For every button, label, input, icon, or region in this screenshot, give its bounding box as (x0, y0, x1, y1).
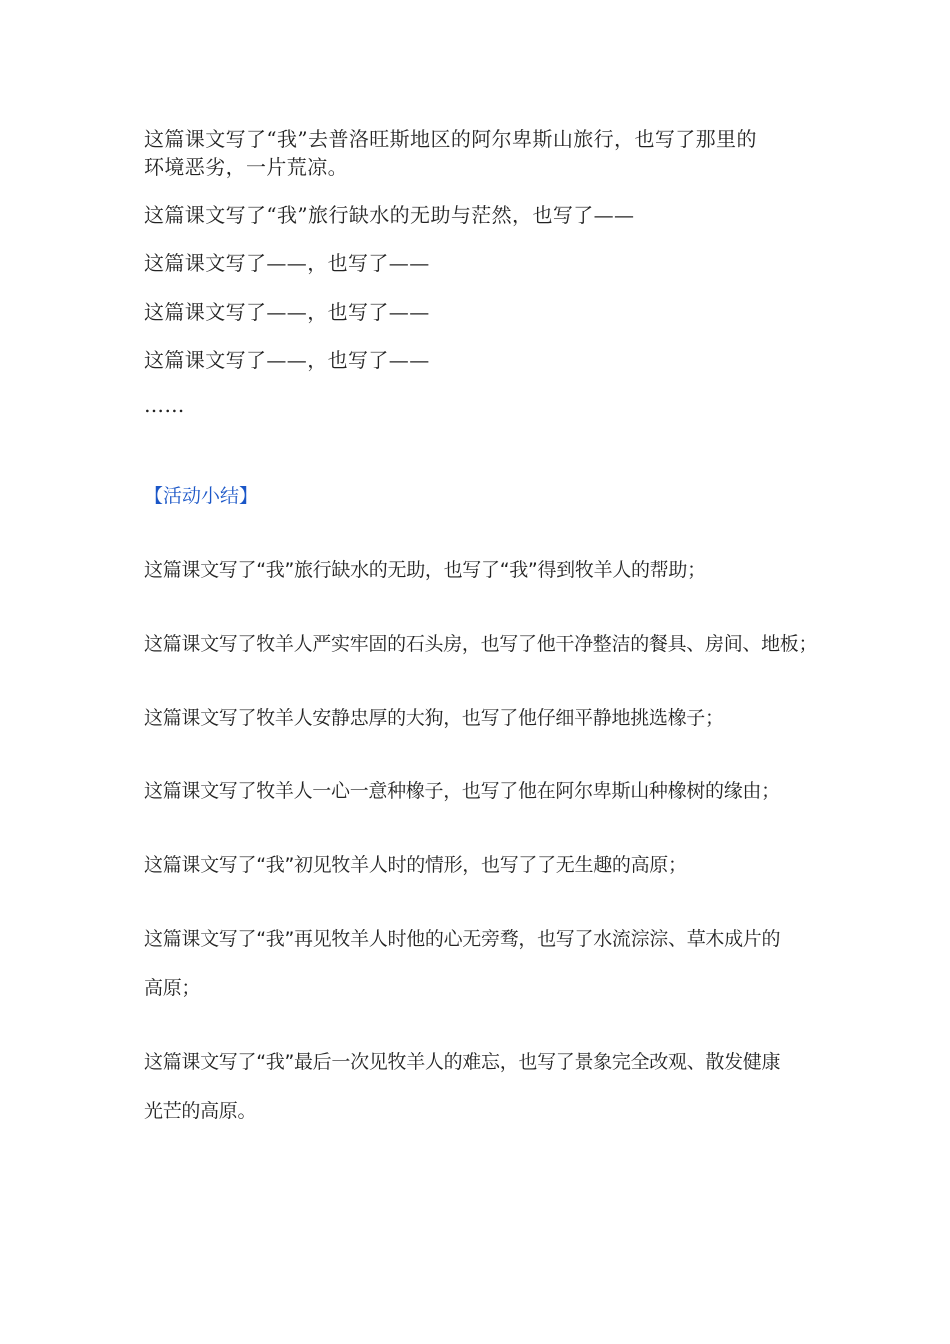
intro-line-6: 这篇课文写了——，也写了—— (144, 348, 430, 372)
intro-line-3: 这篇课文写了“我”旅行缺水的无助与茫然，也写了—— (144, 203, 635, 227)
intro-line-5: 这篇课文写了——，也写了—— (144, 300, 430, 324)
intro-line-1: 这篇课文写了“我”去普洛旺斯地区的阿尔卑斯山旅行，也写了那里的 (144, 127, 757, 151)
summary-line-7-continued: 光芒的高原。 (144, 1100, 257, 1122)
summary-line-4: 这篇课文写了牧羊人一心一意种橡子，也写了他在阿尔卑斯山种橡树的缘由； (144, 780, 780, 802)
summary-line-7: 这篇课文写了“我”最后一次见牧羊人的难忘，也写了景象完全改观、散发健康 (144, 1051, 781, 1073)
summary-line-5: 这篇课文写了“我”初见牧羊人时的情形，也写了了无生趣的高原； (144, 854, 687, 876)
activity-summary-heading: 【活动小结】 (144, 485, 259, 507)
summary-line-6: 这篇课文写了“我”再见牧羊人时他的心无旁骛，也写了水流淙淙、草木成片的 (144, 928, 781, 950)
summary-line-1: 这篇课文写了“我”旅行缺水的无助，也写了“我”得到牧羊人的帮助； (144, 559, 706, 581)
intro-line-4: 这篇课文写了——，也写了—— (144, 251, 430, 275)
intro-ellipsis: …… (144, 393, 185, 417)
summary-line-2: 这篇课文写了牧羊人严实牢固的石头房，也写了他干净整洁的餐具、房间、地板； (144, 633, 818, 655)
intro-line-2: 环境恶劣，一片荒凉。 (144, 155, 348, 179)
summary-line-3: 这篇课文写了牧羊人安静忠厚的大狗，也写了他仔细平静地挑选橡子； (144, 707, 724, 729)
summary-line-6-continued: 高原； (144, 977, 201, 999)
